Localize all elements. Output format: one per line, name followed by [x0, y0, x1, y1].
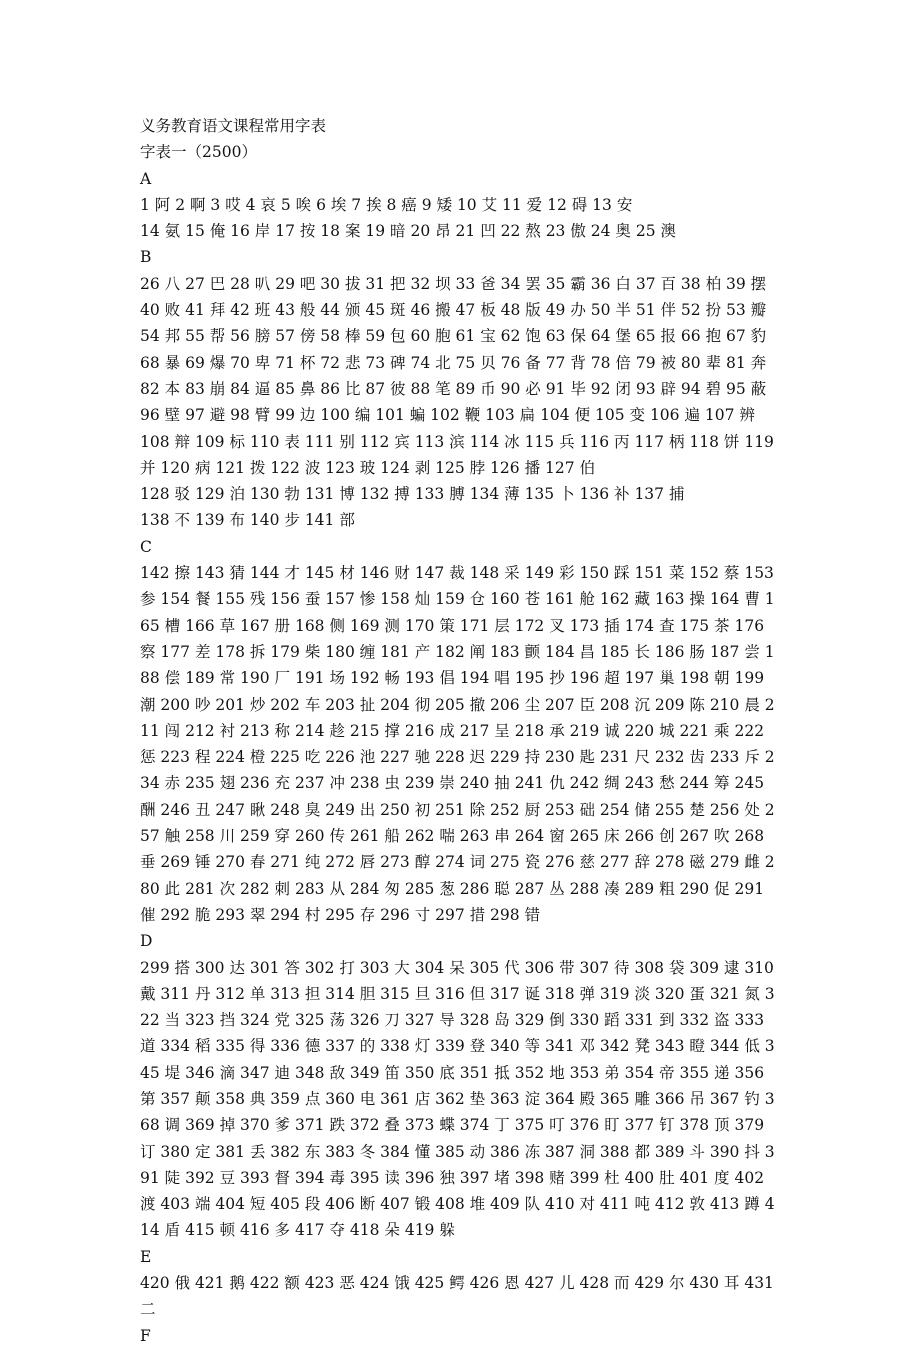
section-b — [140, 244, 780, 533]
section-letter: F — [140, 1326, 151, 1345]
document-title: 义务教育语文课程常用字表 — [140, 117, 327, 135]
char-paragraph: 299 搭 300 达 301 答 302 打 303 大 304 呆 305 代 306 带 307 待 308 袋 309 逮 310 戴 311 丹 312 单 313 担 314 胆 315 旦 316 但 317 诞 318 弹 319 淡 320 蛋 321 氮 322 当 323 挡 324 党 325 荡 326 刀 327 导 328 岛 329 倒 330 蹈 331 到 332 盗 333 道 334 稻 335 得 336 德 337 的 338 灯 339 登 340 等 341 邓 342 凳 343 瞪 344 低 345 堤 346 滴 347 迪 348 敌 349 笛 350 底 351 抵 352 地 353 弟 354 帝 355 递 356 第 357 颠 358 典 359 点 360 电 361 店 362 垫 363 淀 364 殿 365 雕 366 吊 367 钓 368 调 369 掉 370 爹 371 跌 372 叠 373 蝶 374 丁 375 叮 376 盯 377 钉 378 顶 379 订 380 定 381 丢 382 东 383 冬 384 懂 385 动 386 冻 387 洞 388 都 389 斗 390 抖 391 陡 392 豆 393 督 394 毒 395 读 396 独 397 堵 398 赌 399 杜 400 肚 401 度 402 渡 403 端 404 短 405 段 406 断 407 锻 408 堆 409 队 410 对 411 吨 412 敦 413 蹲 414 盾 415 顿 416 多 417 夺 418 朵 419 躲 — [140, 958, 779, 1240]
section-letter: E — [140, 1247, 152, 1266]
section-a — [140, 166, 780, 245]
document-page — [140, 113, 780, 1349]
char-paragraph: 142 擦 143 猜 144 才 145 材 146 财 147 裁 148 采 149 彩 150 踩 151 菜 152 蔡 153 参 154 餐 155 残 156 蚕 157 惨 158 灿 159 仓 160 苍 161 舱 162 藏 163 操 164 曹 165 槽 166 草 167 册 168 侧 169 测 170 策 171 层 172 叉 173 插 174 查 175 茶 176 察 177 差 178 拆 179 柴 180 缠 181 产 182 阐 183 颤 184 昌 185 长 186 肠 187 尝 188 偿 189 常 190 厂 191 场 192 畅 193 倡 194 唱 195 抄 196 超 197 巢 198 朝 199 潮 200 吵 201 炒 202 车 203 扯 204 彻 205 撤 206 尘 207 臣 208 沉 209 陈 210 晨 211 闯 212 衬 213 称 214 趁 215 撑 216 成 217 呈 218 承 219 诚 220 城 221 乘 222 惩 223 程 224 橙 225 吃 226 池 227 驰 228 迟 229 持 230 匙 231 尺 232 齿 233 斥 234 赤 235 翅 236 充 237 冲 238 虫 239 崇 240 抽 241 仇 242 绸 243 愁 244 筹 245 酬 246 丑 247 瞅 248 臭 249 出 250 初 251 除 252 厨 253 础 254 储 255 楚 256 处 257 触 258 川 259 穿 260 传 261 船 262 喘 263 串 264 窗 265 床 266 创 267 吹 268 垂 269 锤 270 春 271 纯 272 唇 273 醇 274 词 275 瓷 276 慈 277 辞 278 磁 279 雌 280 此 281 次 282 刺 283 从 284 匆 285 葱 286 聪 287 丛 288 凑 289 粗 290 促 291 催 292 脆 293 翠 294 村 295 存 296 寸 297 措 298 错 — [140, 564, 779, 924]
char-paragraph: 14 氨 15 俺 16 岸 17 按 18 案 19 暗 20 昂 21 凹 22 熬 23 傲 24 奥 25 澳 — [140, 222, 676, 241]
char-paragraph: 420 俄 421 鹅 422 额 423 恶 424 饿 425 鳄 426 恩 427 儿 428 而 429 尔 430 耳 431 二 — [140, 1274, 779, 1319]
section-letter: C — [140, 537, 152, 556]
document-subtitle: 字表一（2500） — [140, 143, 257, 162]
section-letter: D — [140, 932, 153, 951]
section-letter: A — [140, 169, 152, 188]
char-paragraph: 1 阿 2 啊 3 哎 4 哀 5 唉 6 埃 7 挨 8 癌 9 矮 10 艾 11 爱 12 碍 13 安 — [140, 195, 633, 214]
char-paragraph: 26 八 27 巴 28 叭 29 吧 30 拔 31 把 32 坝 33 爸 34 罢 35 霸 36 白 37 百 38 柏 39 摆 40 败 41 拜 42 班 43 般 44 颁 45 斑 46 搬 47 板 48 版 49 办 50 半 51 伴 52 扮 53 瓣 54 邦 55 帮 56 膀 57 傍 58 棒 59 包 60 胞 61 宝 62 饱 63 保 64 堡 65 报 66 抱 67 豹 68 暴 69 爆 70 卑 71 杯 72 悲 73 碑 74 北 75 贝 76 备 77 背 78 倍 79 被 80 辈 81 奔 82 本 83 崩 84 逼 85 鼻 86 比 87 彼 88 笔 89 币 90 必 91 毕 92 闭 93 辟 94 碧 95 蔽 96 壁 97 避 98 臂 99 边 100 编 101 蝙 102 鞭 103 扁 104 便 105 变 106 遍 107 辨 — [140, 274, 772, 425]
char-paragraph: 128 驳 129 泊 130 勃 131 博 132 搏 133 膊 134 薄 135 卜 136 补 137 捕 — [140, 485, 685, 504]
char-paragraph: 138 不 139 布 140 步 141 部 — [140, 511, 355, 530]
section-f — [140, 1323, 780, 1349]
section-e — [140, 1244, 780, 1323]
section-letter: B — [140, 248, 152, 267]
section-d — [140, 928, 780, 1244]
char-paragraph: 108 辩 109 标 110 表 111 别 112 宾 113 滨 114 冰 115 兵 116 丙 117 柄 118 饼 119 并 120 病 121 拨 122 波 123 玻 124 剥 125 脖 126 播 127 伯 — [140, 432, 779, 477]
section-c — [140, 534, 780, 928]
